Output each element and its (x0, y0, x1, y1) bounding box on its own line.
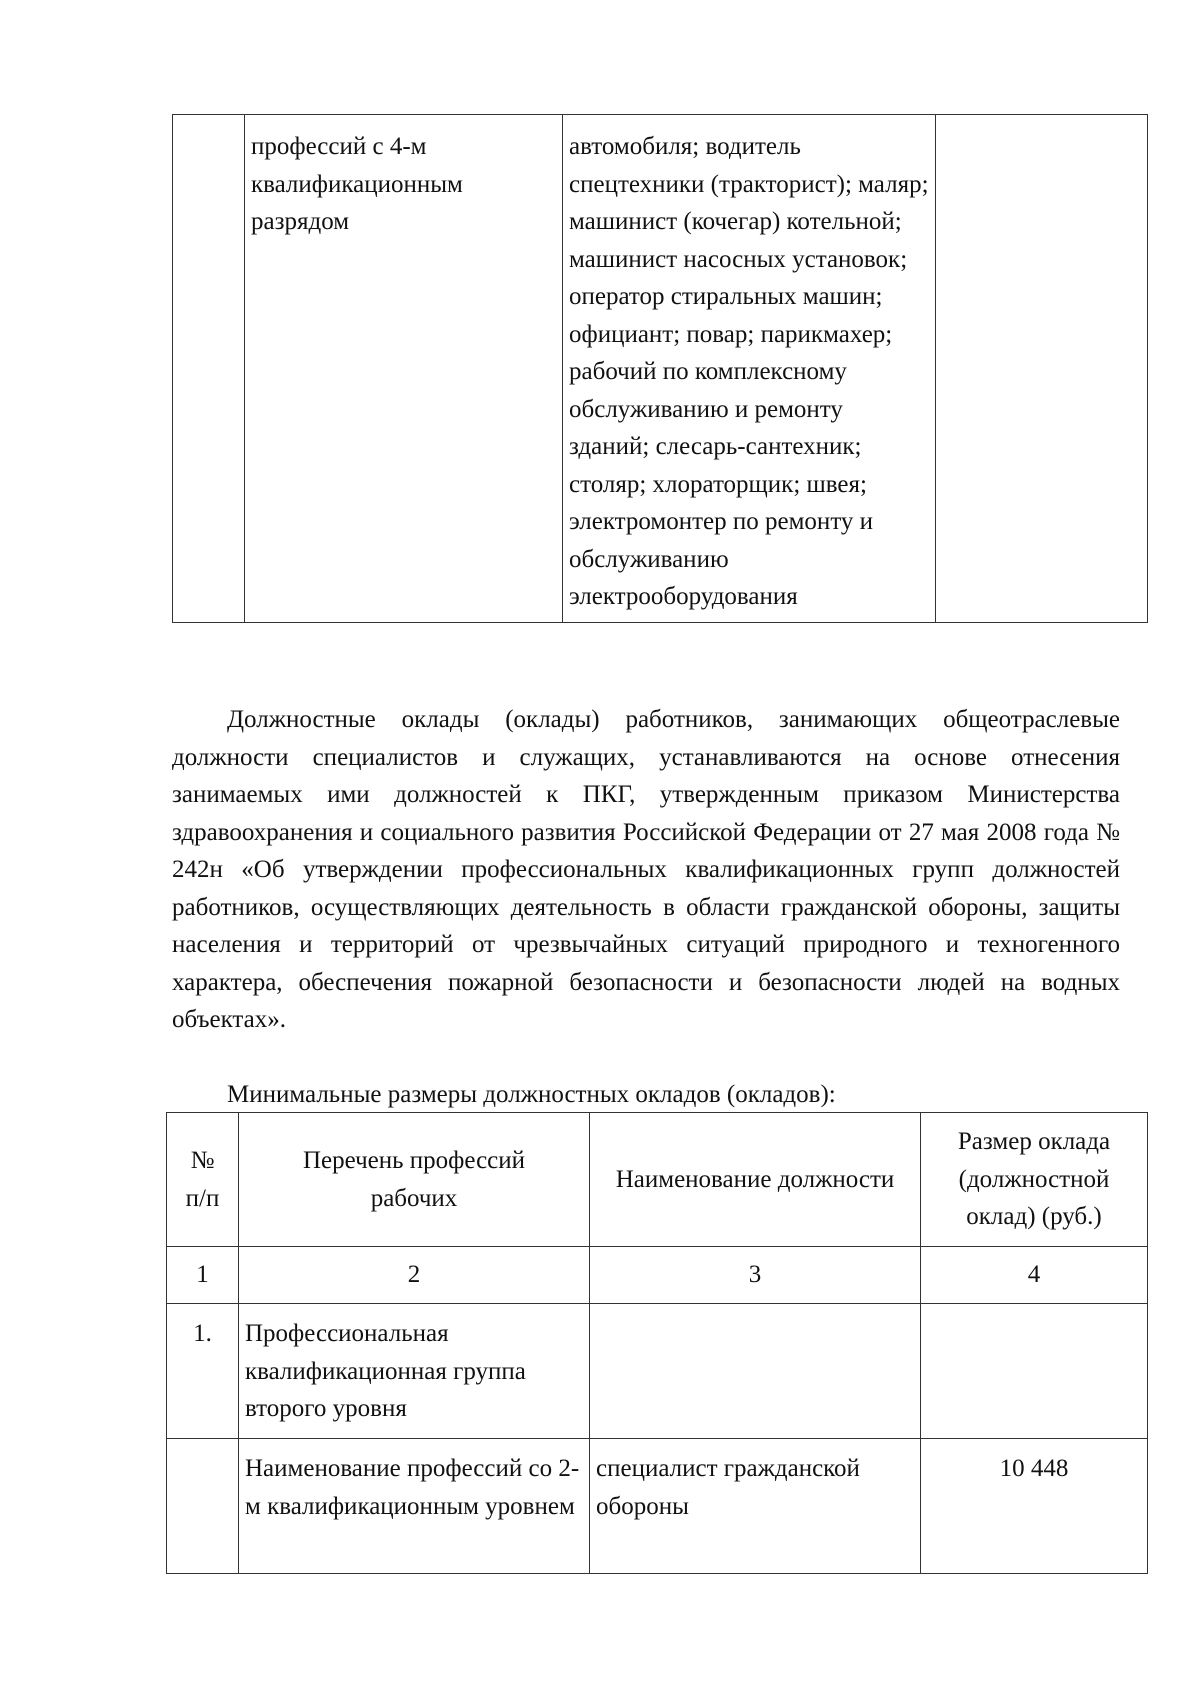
header-number: № п/п (167, 1113, 239, 1247)
column-number: 3 (590, 1247, 921, 1304)
column-number: 4 (921, 1247, 1148, 1304)
table-column-numbers-row (167, 1247, 1148, 1304)
table-cell-number (167, 1439, 239, 1574)
column-number: 1 (167, 1247, 239, 1304)
table-row (167, 1439, 1148, 1574)
header-profession-list: Перечень профессий рабочих (239, 1113, 590, 1247)
table-cell-position-names: автомобиля; водитель спецтехники (тракторист); маляр; машинист (кочегар) котельной; машинист насосных установок; оператор стиральных машин; официант; повар; парикмахер; рабочий по комплексному обслуживанию и ремонту зданий; слесарь-сантехник; столяр; хлораторщик; швея; электромонтер по ремонту и обслуживанию электрооборудования (563, 115, 936, 623)
table-cell-profession-list: Профессиональная квалификационная группа второго уровня (239, 1304, 590, 1439)
body-paragraph: Должностные оклады (оклады) работников, занимающих общеотраслевые должности специалистов и служащих, устанавливаются на основе отнесения занимаемых ими должностей к ПКГ, утвержденным приказом Министерства здравоохранения и социального развития Российской Федерации от 27 мая 2008 года № 242н «Об утверждении профессиональных квалификационных групп должностей работников, осуществляющих деятельность в области гражданской обороны, защиты населения и территорий от чрезвычайных ситуаций природного и техногенного характера, обеспечения пожарной безопасности и безопасности людей на водных объектах». (172, 706, 1120, 1033)
table-cell-salary (921, 1304, 1148, 1439)
table-caption: Минимальные размеры должностных окладов (окладов): (227, 1081, 836, 1108)
table-cell-salary: 10 448 (921, 1439, 1148, 1574)
table-cell-position-name (590, 1304, 921, 1439)
header-salary: Размер оклада (должностной оклад) (руб.) (921, 1113, 1148, 1247)
column-number: 2 (239, 1247, 590, 1304)
table-header-row (167, 1113, 1148, 1247)
table-row (167, 1304, 1148, 1439)
table-cell-position-name: специалист гражданской обороны (590, 1439, 921, 1574)
table-cell-number (173, 115, 245, 623)
salary-table (166, 1112, 1148, 1574)
table-cell-profession-list: Наименование профессий со 2-м квалификационным уровнем (239, 1439, 590, 1574)
table-cell-salary (936, 115, 1148, 623)
table-row (173, 115, 1148, 623)
header-position-name: Наименование должности (590, 1113, 921, 1247)
table-cell-profession-list: профессий с 4-м квалификационным разрядом (245, 115, 563, 623)
continuation-table (172, 114, 1148, 623)
table-cell-number: 1. (167, 1304, 239, 1439)
